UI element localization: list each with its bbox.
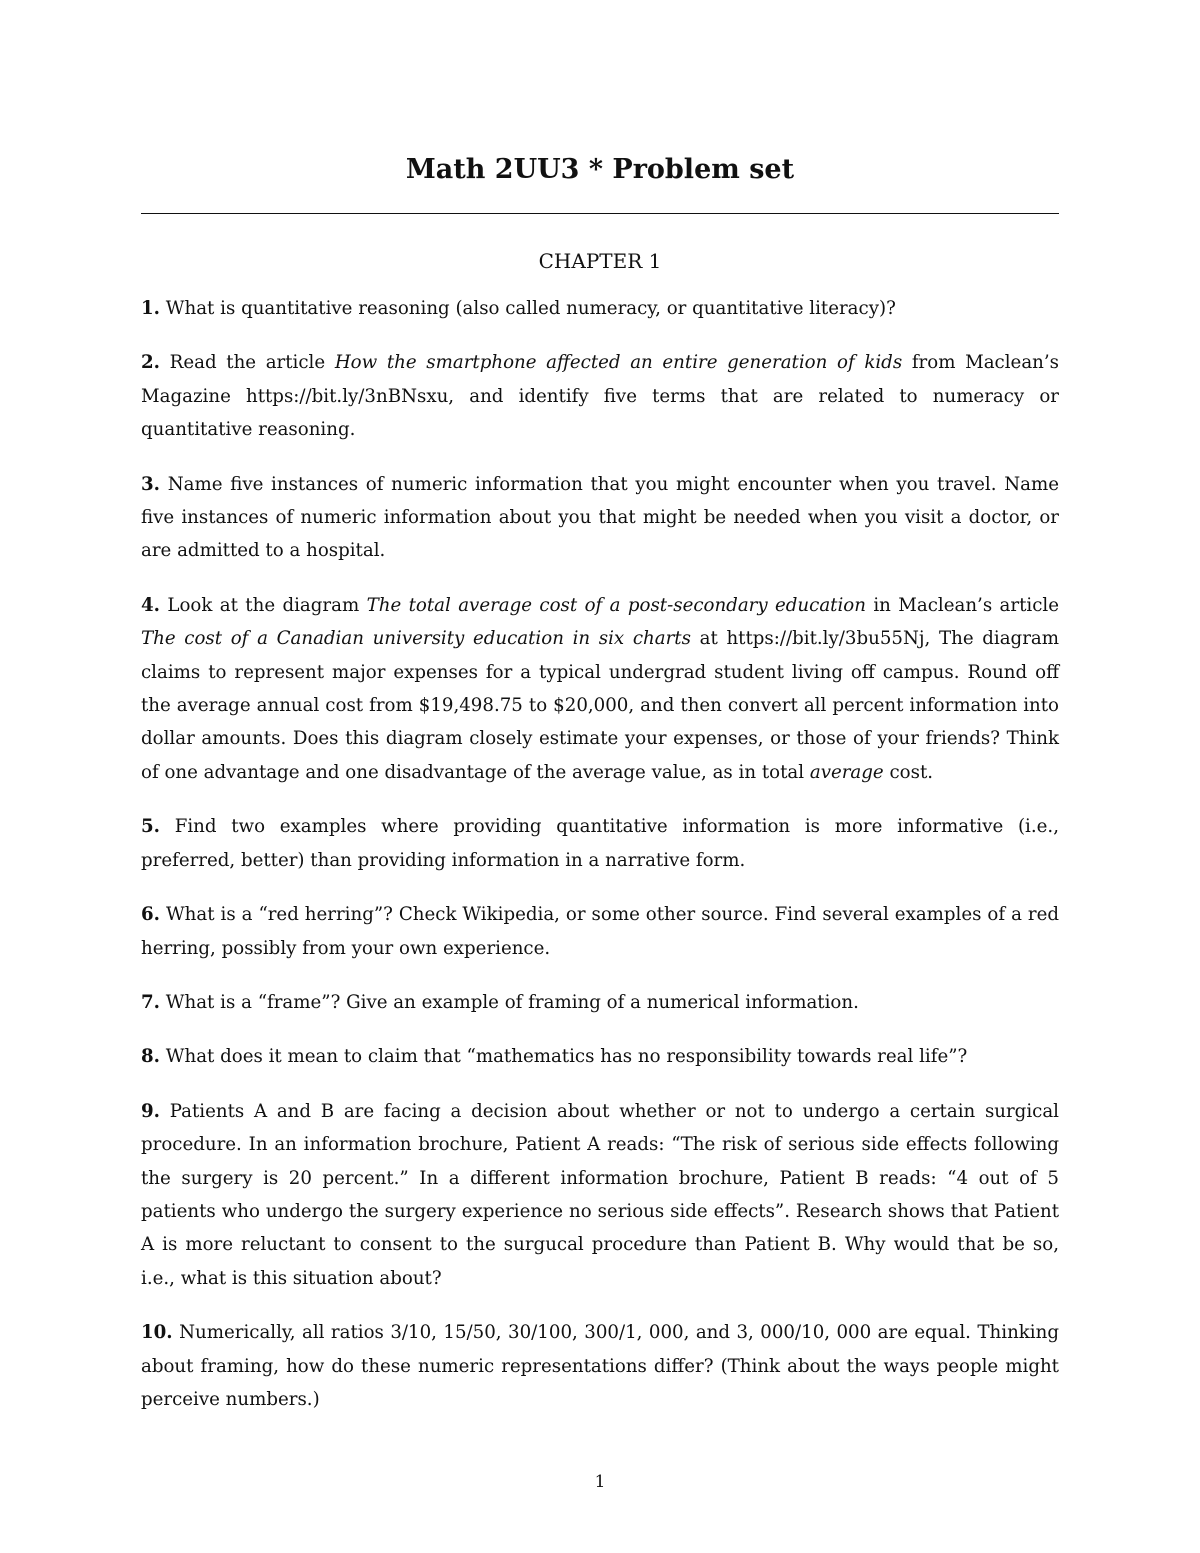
problem-text: What is a “red herring”? Check Wikipedia, or some other source. Find several examples of a red herring, possibly from your own experience. [141,904,1059,959]
problem-item [141,468,1059,568]
problem-number: 5. [141,816,160,838]
problem-italic-text: The cost of a Canadian university education in six charts [141,628,691,650]
problem-item [141,1040,1059,1073]
problem-italic-text: How the smartphone affected an entire generation of kids [334,352,903,374]
problem-text: What is quantitative reasoning (also called numeracy, or quantitative literacy)? [165,298,896,319]
problem-item [141,1316,1059,1416]
problem-number: 2. [141,352,160,374]
problem-number: 6. [141,904,160,926]
title-rule [141,213,1059,214]
problem-italic-text: The total average cost of a post-secondary education [366,594,866,616]
problem-number: 10. [141,1322,173,1344]
document-title: Math 2UU3 * Problem set [405,154,795,185]
problem-text: cost. [883,761,934,783]
problem-number: 7. [141,991,160,1013]
problem-text: at https://bit.ly/3bu55Nj, The diagram claims to represent major expenses for a typical undergrad student living off campus. Round off the average annual cost from $19,498.75 to $20,000, and then convert all percent information into dollar amounts. Does this diagram closely estimate your expenses, or those of your friends? Think of one advantage and one disadvantage of the average value, as in total [141,628,1059,783]
problem-item [141,346,1059,446]
problem-item [141,292,1059,325]
problem-text: What does it mean to claim that “mathematics has no responsibility towards real life”? [165,1046,968,1068]
problem-text: Numerically, all ratios 3/10, 15/50, 30/100, 300/1, 000, and 3, 000/10, 000 are equal. Thinking about framing, how do these numeric representations differ? (Think about the ways people might perceive numbers.) [141,1322,1059,1410]
problem-text: Find two examples where providing quantitative information is more informative (i.e., preferred, better) than providing information in a narrative form. [141,816,1059,871]
problem-italic-text: average [809,761,884,783]
problem-text: from Maclean’s Magazine https://bit.ly/3nBNsxu, and identify five terms that are related to numeracy or quantitative reasoning. [141,352,1059,441]
problem-text: in Maclean’s article [865,594,1059,616]
problem-item [141,589,1059,789]
problem-number: 9. [141,1100,160,1122]
problem-text: Look at the diagram [167,594,367,616]
problem-text: Read the article [169,352,335,374]
page-number: 1 [594,1472,606,1492]
problem-item [141,898,1059,965]
problem-number: 4. [141,594,160,616]
problem-text: Name five instances of numeric information that you might encounter when you travel. Name five instances of numeric information about you that might be needed when you visit a doctor, or are admitted to a hospital. [141,473,1059,562]
problem-number: 1. [141,298,160,319]
problem-text: What is a “frame”? Give an example of framing of a numerical information. [165,991,859,1013]
problem-number: 3. [141,473,160,495]
chapter-heading: CHAPTER 1 [538,249,662,273]
problem-text: Patients A and B are facing a decision about whether or not to undergo a certain surgical procedure. In an information brochure, Patient A reads: “The risk of serious side effects following the surgery is 20 percent.” In a different information brochure, Patient B reads: “4 out of 5 patients who undergo the surgery experience no serious side effects”. Research shows that Patient A is more reluctant to consent to the surgucal procedure than Patient B. Why would that be so, i.e., what is this situation about? [141,1100,1059,1289]
problem-number: 8. [141,1046,160,1068]
problem-list [141,292,1059,1437]
problem-item [141,810,1059,877]
problem-item [141,1095,1059,1295]
problem-item [141,986,1059,1019]
